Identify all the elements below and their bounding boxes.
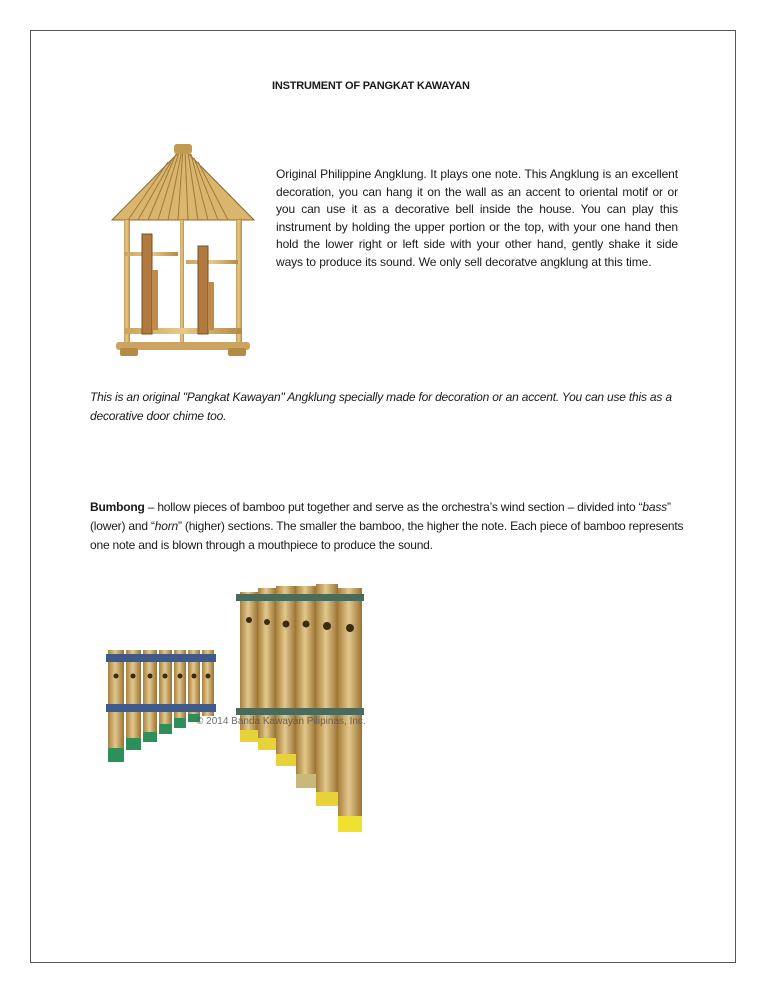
bumbong-text-2: ” (lower) and “ [90,500,671,533]
watermark-text: © 2014 Banda Kawayan Pilipinas, Inc. [196,716,366,727]
bumbong-bass: bass [642,500,667,514]
bumbong-paragraph [90,498,690,555]
angklung-note: This is an original "Pangkat Kawayan" Angklung specially made for decoration or an accent. You can use this as a decorative door chime too. [90,390,672,423]
angklung-photo [108,142,258,368]
page-title: INSTRUMENT OF PANGKAT KAWAYAN [272,80,470,92]
bumbong-text-3: ” (higher) sections. The smaller the bamboo, the higher the note. Each piece of bamboo represents one note and is blown through a mouthpiece to produce the sound. [90,519,684,552]
bumbong-photo [100,578,370,834]
bumbong-text-1: – hollow pieces of bamboo put together and serve as the orchestra’s wind section – divided into “ [144,500,643,514]
bumbong-horn: horn [154,519,178,533]
angklung-description: Original Philippine Angklung. It plays one note. This Angklung is an excellent decoration, you can hang it on the wall as an accent to oriental motif or or you can use it as a decorative bell inside the house. You can play this instrument by holding the upper portion or the top, with your one hand then hold the lower right or left side with your other hand, gently shake it side ways to produce its sound. We only sell decoratve angklung at this time. [276,167,678,269]
bumbong-term: Bumbong [90,500,145,514]
